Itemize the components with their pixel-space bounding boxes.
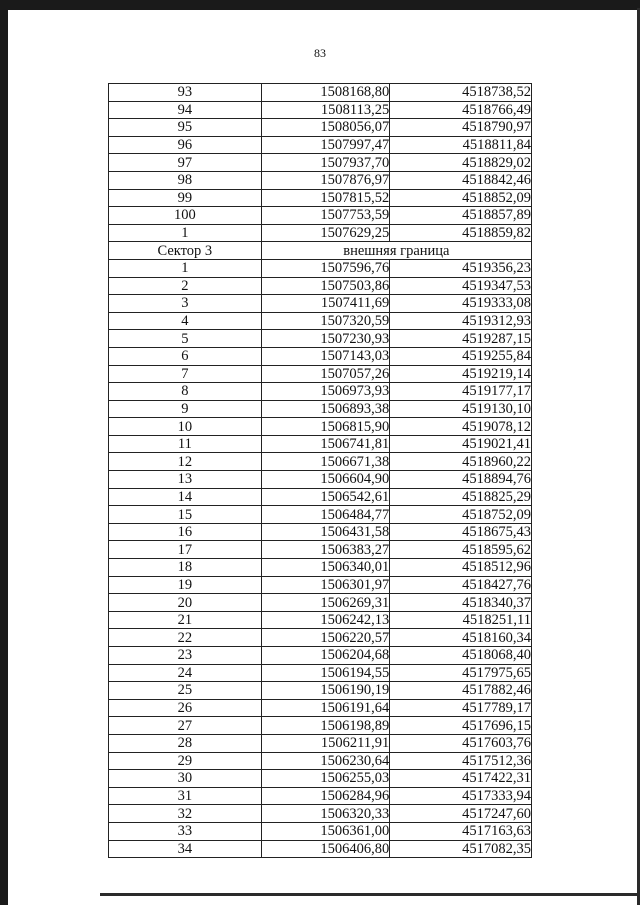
x-coordinate-cell: 1507937,70 — [261, 154, 390, 172]
sector-label: Сектор 3 — [109, 242, 262, 260]
table-row — [109, 576, 532, 594]
point-number-cell: 17 — [109, 541, 262, 559]
table-row — [109, 647, 532, 665]
x-coordinate-cell: 1506194,55 — [261, 664, 390, 682]
point-number-cell: 30 — [109, 770, 262, 788]
y-coordinate-cell: 4518894,76 — [390, 471, 532, 489]
y-coordinate-cell: 4517882,46 — [390, 682, 532, 700]
table-row — [109, 699, 532, 717]
x-coordinate-cell: 1506284,96 — [261, 787, 390, 805]
y-coordinate-cell: 4517975,65 — [390, 664, 532, 682]
y-coordinate-cell: 4517696,15 — [390, 717, 532, 735]
y-coordinate-cell: 4518852,09 — [390, 189, 532, 207]
point-number-cell: 9 — [109, 400, 262, 418]
table-row — [109, 594, 532, 612]
point-number-cell: 20 — [109, 594, 262, 612]
table-row — [109, 136, 532, 154]
point-number-cell: 13 — [109, 471, 262, 489]
x-coordinate-cell: 1506671,38 — [261, 453, 390, 471]
table-row — [109, 207, 532, 225]
point-number-cell: 23 — [109, 647, 262, 665]
y-coordinate-cell: 4519177,17 — [390, 383, 532, 401]
point-number-cell: 21 — [109, 611, 262, 629]
x-coordinate-cell: 1506340,01 — [261, 559, 390, 577]
sector-header — [109, 242, 532, 260]
y-coordinate-cell: 4518960,22 — [390, 453, 532, 471]
x-coordinate-cell: 1506204,68 — [261, 647, 390, 665]
x-coordinate-cell: 1506190,19 — [261, 682, 390, 700]
point-number-cell: 2 — [109, 277, 262, 295]
x-coordinate-cell: 1508113,25 — [261, 101, 390, 119]
x-coordinate-cell: 1507320,59 — [261, 312, 390, 330]
x-coordinate-cell: 1506542,61 — [261, 488, 390, 506]
x-coordinate-cell: 1506230,64 — [261, 752, 390, 770]
table-row — [109, 101, 532, 119]
x-coordinate-cell: 1507815,52 — [261, 189, 390, 207]
y-coordinate-cell: 4519347,53 — [390, 277, 532, 295]
x-coordinate-cell: 1506191,64 — [261, 699, 390, 717]
point-number-cell: 4 — [109, 312, 262, 330]
table-row — [109, 734, 532, 752]
point-number-cell: 6 — [109, 347, 262, 365]
table-row — [109, 189, 532, 207]
x-coordinate-cell: 1506242,13 — [261, 611, 390, 629]
x-coordinate-cell: 1507503,86 — [261, 277, 390, 295]
table-row — [109, 805, 532, 823]
table-row — [109, 347, 532, 365]
x-coordinate-cell: 1507876,97 — [261, 171, 390, 189]
table-row — [109, 400, 532, 418]
x-coordinate-cell: 1506211,91 — [261, 734, 390, 752]
point-number-cell: 12 — [109, 453, 262, 471]
table-row — [109, 787, 532, 805]
x-coordinate-cell: 1506301,97 — [261, 576, 390, 594]
x-coordinate-cell: 1506406,80 — [261, 840, 390, 858]
x-coordinate-cell: 1506361,00 — [261, 822, 390, 840]
y-coordinate-cell: 4518859,82 — [390, 224, 532, 242]
x-coordinate-cell: 1506198,89 — [261, 717, 390, 735]
point-number-cell: 100 — [109, 207, 262, 225]
x-coordinate-cell: 1506604,90 — [261, 471, 390, 489]
point-number-cell: 32 — [109, 805, 262, 823]
y-coordinate-cell: 4519021,41 — [390, 435, 532, 453]
table-row — [109, 312, 532, 330]
x-coordinate-cell: 1507997,47 — [261, 136, 390, 154]
point-number-cell: 27 — [109, 717, 262, 735]
y-coordinate-cell: 4518340,37 — [390, 594, 532, 612]
point-number-cell: 7 — [109, 365, 262, 383]
table-row — [109, 277, 532, 295]
point-number-cell: 98 — [109, 171, 262, 189]
point-number-cell: 18 — [109, 559, 262, 577]
y-coordinate-cell: 4519219,14 — [390, 365, 532, 383]
point-number-cell: 28 — [109, 734, 262, 752]
table-row — [109, 752, 532, 770]
point-number-cell: 33 — [109, 822, 262, 840]
table-row — [109, 629, 532, 647]
point-number-cell: 96 — [109, 136, 262, 154]
page-number: 83 — [314, 46, 326, 60]
point-number-cell: 93 — [109, 84, 262, 102]
table-row — [109, 365, 532, 383]
y-coordinate-cell: 4518825,29 — [390, 488, 532, 506]
table-row — [109, 770, 532, 788]
x-coordinate-cell: 1508168,80 — [261, 84, 390, 102]
point-number-cell: 10 — [109, 418, 262, 436]
y-coordinate-cell: 4518829,02 — [390, 154, 532, 172]
point-number-cell: 95 — [109, 119, 262, 137]
x-coordinate-cell: 1506973,93 — [261, 383, 390, 401]
point-number-cell: 24 — [109, 664, 262, 682]
point-number-cell: 16 — [109, 523, 262, 541]
table-row — [109, 383, 532, 401]
point-number-cell: 1 — [109, 259, 262, 277]
y-coordinate-cell: 4519130,10 — [390, 400, 532, 418]
y-coordinate-cell: 4517512,36 — [390, 752, 532, 770]
y-coordinate-cell: 4518857,89 — [390, 207, 532, 225]
table-row — [109, 523, 532, 541]
y-coordinate-cell: 4519333,08 — [390, 295, 532, 313]
table-row — [109, 435, 532, 453]
table-row — [109, 330, 532, 348]
y-coordinate-cell: 4517789,17 — [390, 699, 532, 717]
point-number-cell: 11 — [109, 435, 262, 453]
point-number-cell: 97 — [109, 154, 262, 172]
x-coordinate-cell: 1507411,69 — [261, 295, 390, 313]
table-row — [109, 682, 532, 700]
point-number-cell: 3 — [109, 295, 262, 313]
table-row — [109, 664, 532, 682]
y-coordinate-cell: 4519312,93 — [390, 312, 532, 330]
table-row — [109, 471, 532, 489]
sector-boundary: внешняя граница — [261, 242, 531, 260]
x-coordinate-cell: 1506320,33 — [261, 805, 390, 823]
y-coordinate-cell: 4519255,84 — [390, 347, 532, 365]
x-coordinate-cell: 1507629,25 — [261, 224, 390, 242]
sector-row — [109, 242, 532, 260]
scan-border-top — [0, 0, 640, 10]
y-coordinate-cell: 4519078,12 — [390, 418, 532, 436]
point-number-cell: 99 — [109, 189, 262, 207]
y-coordinate-cell: 4518752,09 — [390, 506, 532, 524]
table-row — [109, 295, 532, 313]
point-number-cell: 29 — [109, 752, 262, 770]
point-number-cell: 5 — [109, 330, 262, 348]
y-coordinate-cell: 4518842,46 — [390, 171, 532, 189]
coordinates-rows-after — [109, 259, 532, 857]
table-row — [109, 224, 532, 242]
point-number-cell: 1 — [109, 224, 262, 242]
coordinates-rows-before — [109, 84, 532, 242]
y-coordinate-cell: 4519287,15 — [390, 330, 532, 348]
table-row — [109, 453, 532, 471]
y-coordinate-cell: 4517603,76 — [390, 734, 532, 752]
x-coordinate-cell: 1507143,03 — [261, 347, 390, 365]
y-coordinate-cell: 4518595,62 — [390, 541, 532, 559]
x-coordinate-cell: 1506255,03 — [261, 770, 390, 788]
y-coordinate-cell: 4517422,31 — [390, 770, 532, 788]
y-coordinate-cell: 4518766,49 — [390, 101, 532, 119]
table-row — [109, 717, 532, 735]
y-coordinate-cell: 4518790,97 — [390, 119, 532, 137]
table-row — [109, 171, 532, 189]
table-row — [109, 488, 532, 506]
point-number-cell: 22 — [109, 629, 262, 647]
point-number-cell: 19 — [109, 576, 262, 594]
x-coordinate-cell: 1507753,59 — [261, 207, 390, 225]
y-coordinate-cell: 4518068,40 — [390, 647, 532, 665]
table-row — [109, 840, 532, 858]
y-coordinate-cell: 4518675,43 — [390, 523, 532, 541]
y-coordinate-cell: 4519356,23 — [390, 259, 532, 277]
table-row — [109, 822, 532, 840]
y-coordinate-cell: 4518160,34 — [390, 629, 532, 647]
table-row — [109, 418, 532, 436]
point-number-cell: 94 — [109, 101, 262, 119]
coordinates-table — [108, 83, 532, 858]
y-coordinate-cell: 4517163,63 — [390, 822, 532, 840]
x-coordinate-cell: 1506815,90 — [261, 418, 390, 436]
x-coordinate-cell: 1506893,38 — [261, 400, 390, 418]
x-coordinate-cell: 1508056,07 — [261, 119, 390, 137]
y-coordinate-cell: 4518811,84 — [390, 136, 532, 154]
x-coordinate-cell: 1506484,77 — [261, 506, 390, 524]
y-coordinate-cell: 4517247,60 — [390, 805, 532, 823]
y-coordinate-cell: 4518427,76 — [390, 576, 532, 594]
x-coordinate-cell: 1507596,76 — [261, 259, 390, 277]
x-coordinate-cell: 1506383,27 — [261, 541, 390, 559]
table-row — [109, 559, 532, 577]
x-coordinate-cell: 1506269,31 — [261, 594, 390, 612]
table-row — [109, 611, 532, 629]
scan-border-left — [0, 0, 8, 905]
table-row — [109, 506, 532, 524]
x-coordinate-cell: 1506741,81 — [261, 435, 390, 453]
point-number-cell: 31 — [109, 787, 262, 805]
point-number-cell: 8 — [109, 383, 262, 401]
x-coordinate-cell: 1507230,93 — [261, 330, 390, 348]
point-number-cell: 14 — [109, 488, 262, 506]
point-number-cell: 15 — [109, 506, 262, 524]
scan-border-bottom — [100, 893, 640, 896]
table-row — [109, 541, 532, 559]
x-coordinate-cell: 1506431,58 — [261, 523, 390, 541]
y-coordinate-cell: 4517082,35 — [390, 840, 532, 858]
y-coordinate-cell: 4518738,52 — [390, 84, 532, 102]
point-number-cell: 34 — [109, 840, 262, 858]
y-coordinate-cell: 4517333,94 — [390, 787, 532, 805]
table-row — [109, 84, 532, 102]
x-coordinate-cell: 1506220,57 — [261, 629, 390, 647]
table-row — [109, 259, 532, 277]
point-number-cell: 25 — [109, 682, 262, 700]
x-coordinate-cell: 1507057,26 — [261, 365, 390, 383]
y-coordinate-cell: 4518251,11 — [390, 611, 532, 629]
table-row — [109, 119, 532, 137]
point-number-cell: 26 — [109, 699, 262, 717]
table-row — [109, 154, 532, 172]
y-coordinate-cell: 4518512,96 — [390, 559, 532, 577]
